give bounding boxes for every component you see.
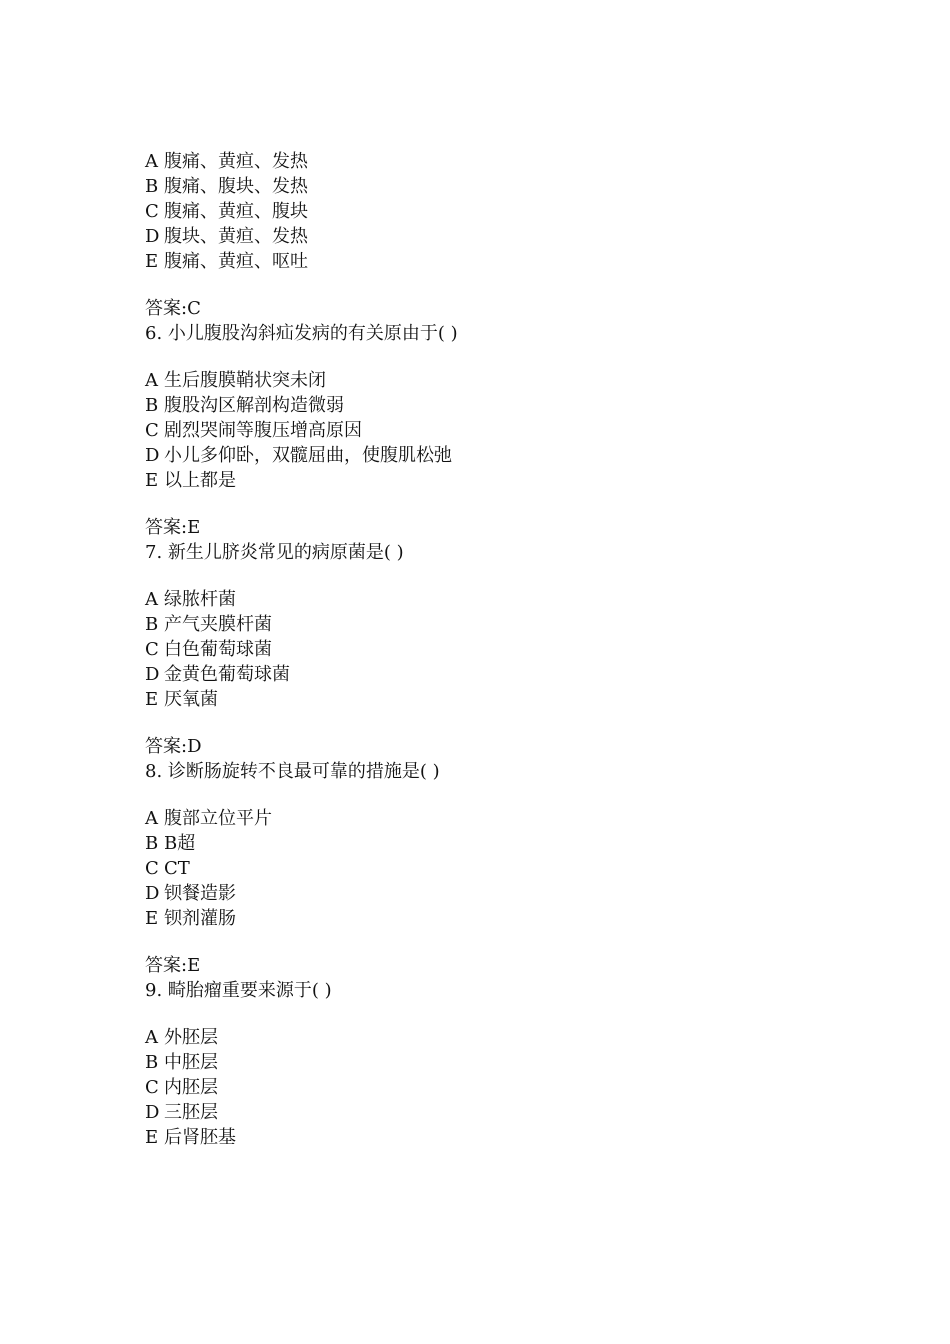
option-letter: B: [145, 176, 159, 197]
option-line: [145, 468, 905, 493]
option-text: 剧烈哭闹等腹压增高原因: [164, 420, 362, 441]
option-line: [145, 174, 905, 199]
option-text: 产气夹膜杆菌: [164, 614, 272, 635]
option-letter: B: [145, 1052, 159, 1073]
option-text: 中胚层: [164, 1052, 218, 1073]
option-letter: C: [145, 858, 159, 879]
option-text: 白色葡萄球菌: [164, 639, 272, 660]
option-letter: A: [145, 1027, 158, 1048]
option-text: 厌氧菌: [164, 689, 218, 710]
question-block: [145, 759, 905, 978]
option-letter: D: [145, 445, 160, 466]
option-line: [145, 856, 905, 881]
option-line: [145, 612, 905, 637]
option-text: 腹股沟区解剖构造微弱: [164, 395, 344, 416]
answer-line: 答案:C: [145, 298, 201, 319]
option-letter: A: [145, 808, 158, 829]
option-line: [145, 687, 905, 712]
option-line: [145, 881, 905, 906]
question-stem: 7. 新生儿脐炎常见的病原菌是( ): [145, 542, 404, 563]
option-letter: D: [145, 226, 160, 247]
option-letter: D: [145, 664, 160, 685]
option-text: CT: [164, 858, 190, 879]
option-text: 腹痛、黄疸、呕吐: [164, 251, 308, 272]
option-letter: E: [145, 908, 159, 929]
option-text: 以上都是: [164, 470, 236, 491]
option-text: 金黄色葡萄球菌: [164, 664, 290, 685]
option-line: [145, 831, 905, 856]
option-letter: E: [145, 470, 159, 491]
option-line: [145, 587, 905, 612]
document-page: [145, 149, 905, 1150]
option-letter: E: [145, 251, 159, 272]
option-letter: A: [145, 589, 158, 610]
option-line: [145, 224, 905, 249]
question-block: [145, 540, 905, 759]
option-line: [145, 418, 905, 443]
option-text: 钡餐造影: [164, 883, 236, 904]
question-stem: 6. 小儿腹股沟斜疝发病的有关原由于( ): [145, 323, 458, 344]
option-line: [145, 1050, 905, 1075]
option-text: 腹痛、黄疸、发热: [164, 151, 308, 172]
option-letter: B: [145, 395, 159, 416]
question-stem: 8. 诊断肠旋转不良最可靠的措施是( ): [145, 761, 440, 782]
option-line: [145, 1100, 905, 1125]
option-text: 小儿多仰卧，双髋屈曲，使腹肌松弛: [164, 445, 452, 466]
option-text: 腹块、黄疸、发热: [164, 226, 308, 247]
option-line: [145, 249, 905, 274]
question-block: [145, 978, 905, 1150]
option-text: 绿脓杆菌: [164, 589, 236, 610]
option-letter: A: [145, 370, 158, 391]
option-letter: C: [145, 1077, 159, 1098]
option-line: [145, 149, 905, 174]
option-text: 生后腹膜鞘状突未闭: [164, 370, 326, 391]
option-letter: C: [145, 201, 159, 222]
answer-line: 答案:E: [145, 517, 201, 538]
option-letter: C: [145, 639, 159, 660]
option-line: [145, 637, 905, 662]
option-text: B超: [164, 833, 196, 854]
option-text: 三胚层: [164, 1102, 218, 1123]
option-line: [145, 1025, 905, 1050]
question-stem: 9. 畸胎瘤重要来源于( ): [145, 980, 332, 1001]
option-line: [145, 906, 905, 931]
option-text: 外胚层: [164, 1027, 218, 1048]
option-text: 腹痛、黄疸、腹块: [164, 201, 308, 222]
answer-line: 答案:D: [145, 736, 202, 757]
option-text: 腹痛、腹块、发热: [164, 176, 308, 197]
option-line: [145, 368, 905, 393]
option-letter: E: [145, 689, 159, 710]
option-letter: B: [145, 833, 159, 854]
answer-line: 答案:E: [145, 955, 201, 976]
option-line: [145, 806, 905, 831]
option-text: 腹部立位平片: [164, 808, 272, 829]
option-text: 后肾胚基: [164, 1127, 236, 1148]
question-block: [145, 149, 905, 321]
option-letter: D: [145, 1102, 160, 1123]
option-line: [145, 1125, 905, 1150]
option-line: [145, 1075, 905, 1100]
option-line: [145, 662, 905, 687]
option-letter: B: [145, 614, 159, 635]
option-text: 钡剂灌肠: [164, 908, 236, 929]
option-line: [145, 199, 905, 224]
question-block: [145, 321, 905, 540]
option-line: [145, 443, 905, 468]
option-letter: D: [145, 883, 160, 904]
option-text: 内胚层: [164, 1077, 218, 1098]
option-letter: C: [145, 420, 159, 441]
option-line: [145, 393, 905, 418]
option-letter: E: [145, 1127, 159, 1148]
option-letter: A: [145, 151, 158, 172]
